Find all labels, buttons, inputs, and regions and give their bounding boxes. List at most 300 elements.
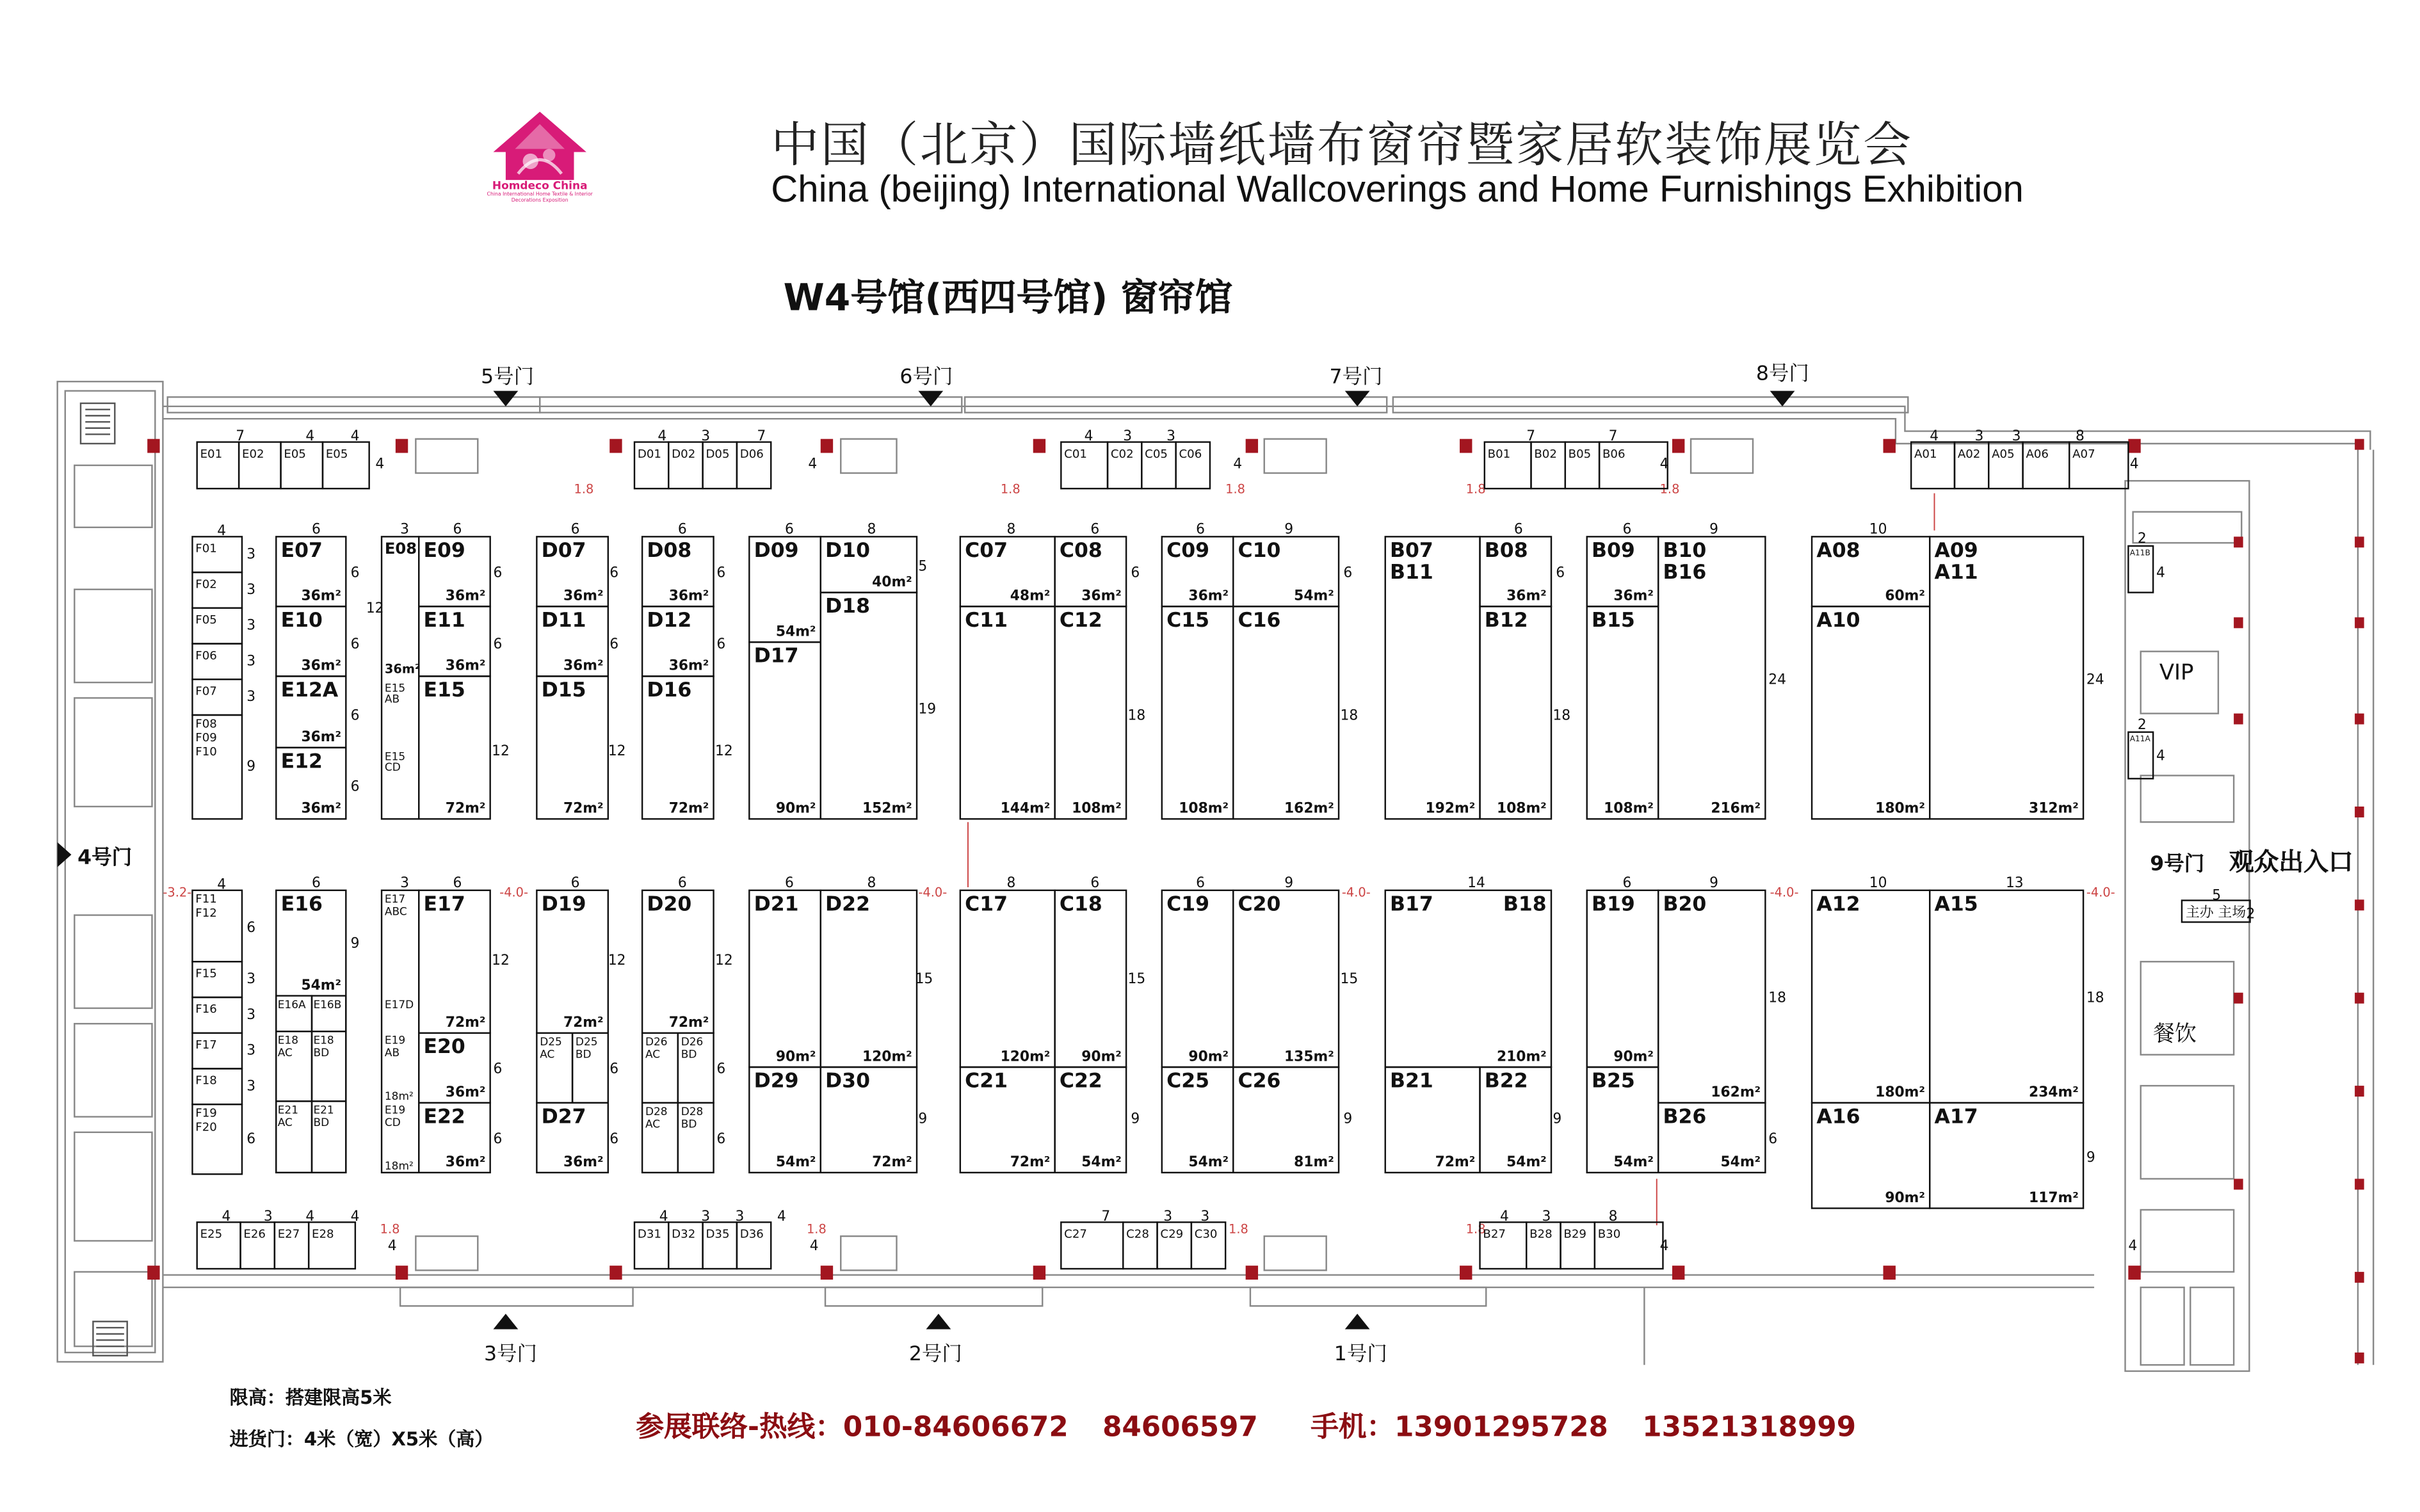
booth-label-a10: A10: [1816, 608, 1860, 632]
label-a11: A11: [1934, 560, 1978, 584]
label-b11: B11: [1390, 560, 1433, 584]
booth-label-b12: B12: [1484, 608, 1528, 632]
dimension-label-27: 6: [716, 565, 726, 581]
svg-text:-3.2-: -3.2-: [163, 885, 192, 900]
dimension-label-19: 6: [350, 778, 360, 795]
dimension-label-127: 4: [387, 1237, 397, 1254]
dimension-label-120: 4: [808, 456, 818, 472]
booth-area-e07: 36m²: [301, 588, 342, 604]
booth-label-c12: C12: [1059, 608, 1102, 632]
booth-label-d20: D20: [647, 892, 692, 916]
booth-area-b25: 54m²: [1613, 1154, 1654, 1171]
dimension-label-48: 3: [400, 874, 410, 891]
dimension-label-7: 8: [867, 521, 876, 538]
top-label-d01-0: D01: [637, 447, 661, 461]
dimension-label-78: 9: [1343, 1111, 1353, 1127]
dimension-label-113: 7: [1101, 1208, 1111, 1225]
label-f08: F08: [195, 717, 217, 731]
label-e21bd2: BD: [313, 1116, 330, 1129]
booth-label-d30: D30: [825, 1069, 870, 1093]
dimension-label-76: 9: [1131, 1111, 1140, 1127]
svg-text:1.8: 1.8: [1229, 1221, 1248, 1237]
dimension-label-31: 19: [918, 701, 937, 718]
top-label-c01-0: C01: [1064, 447, 1087, 461]
dimension-label-106: 3: [263, 1208, 273, 1225]
dimension-label-88: 3: [246, 1078, 256, 1095]
dimension-label-129: 4: [2156, 748, 2165, 764]
dimension-label-93: 4: [657, 428, 667, 445]
top-label-b06-3: B06: [1602, 447, 1625, 461]
dimension-label-46: 4: [217, 876, 227, 893]
dimension-label-37: 18: [1553, 707, 1571, 724]
booth-area-d08: 36m²: [668, 588, 709, 604]
svg-text:-4.0-: -4.0-: [918, 885, 948, 900]
dimension-label-100: 7: [1608, 428, 1618, 445]
svg-text:1.8: 1.8: [1465, 1221, 1486, 1237]
dimension-label-12: 6: [1513, 521, 1523, 538]
dimension-label-17: 6: [350, 636, 360, 652]
label-d28ac: D28: [645, 1105, 668, 1118]
label-b17: B17: [1390, 892, 1433, 916]
dimension-label-131: 2: [2137, 716, 2147, 733]
dimension-label-4: 6: [570, 521, 580, 538]
booth-area-b26: 54m²: [1720, 1154, 1761, 1171]
dimension-label-70: 12: [715, 953, 733, 969]
label-f06: F06: [195, 648, 217, 663]
label-d28bd2: BD: [681, 1117, 697, 1130]
hotline-2: 84606597: [1102, 1411, 1258, 1444]
booth-label-e12a: E12A: [280, 678, 339, 702]
booth-area-b19: 90m²: [1613, 1049, 1654, 1065]
dimension-label-122: 4: [1659, 456, 1669, 472]
booth-label-d19: D19: [541, 892, 586, 916]
booth-area-e20: 36m²: [445, 1084, 486, 1101]
booth-label-e07: E07: [280, 538, 323, 562]
booth-label-c18: C18: [1059, 892, 1102, 916]
booth-area-d15: 72m²: [563, 800, 604, 817]
label-e18ac2: AC: [277, 1046, 293, 1059]
dimension-label-34: 6: [1343, 565, 1353, 581]
dimension-label-29: 12: [715, 743, 733, 760]
booth-area-b21: 72m²: [1435, 1154, 1476, 1171]
booth-d17: [749, 642, 820, 819]
title-english: China (beijing) International Wallcoverings and Home Furnishings Exhibition: [771, 169, 2024, 211]
booth-c15: [1162, 606, 1233, 819]
dimension-label-51: 6: [677, 874, 687, 891]
bottom-label-c30-3: C30: [1194, 1227, 1218, 1241]
booth-a12: [1812, 890, 1930, 1103]
dimension-label-60: 9: [1709, 874, 1719, 891]
top-label-a01-0: A01: [1914, 447, 1937, 461]
dimension-label-11: 9: [1284, 521, 1294, 538]
booth-label-c25: C25: [1166, 1069, 1210, 1093]
dimension-label-89: 6: [246, 1130, 256, 1147]
dimension-label-97: 3: [1123, 428, 1133, 445]
dimension-label-38: 24: [1768, 672, 1786, 688]
label-f01: F01: [195, 542, 217, 556]
label-e18ac: E18: [277, 1033, 299, 1047]
bottom-label-c27-0: C27: [1064, 1227, 1087, 1241]
dimension-label-18: 6: [350, 707, 360, 724]
booth-label-e15: E15: [423, 678, 465, 702]
dimension-label-77: 15: [1340, 971, 1359, 988]
dimension-label-5: 6: [677, 521, 687, 538]
label-e16b: E16B: [313, 997, 342, 1011]
dimension-label-3: 6: [453, 521, 462, 538]
dimension-label-92: 4: [350, 428, 360, 445]
bottom-label-d31-0: D31: [637, 1227, 661, 1241]
dimension-label-71: 6: [716, 1061, 726, 1077]
booth-area-d18: 152m²: [862, 800, 912, 817]
top-label-a07-4: A07: [2072, 447, 2095, 461]
dimension-label-125: 4: [1659, 1237, 1669, 1254]
booth-label-b20: B20: [1663, 892, 1707, 916]
label-d28bd: D28: [681, 1105, 704, 1118]
dimension-label-67: 12: [608, 953, 626, 969]
booth-label-a16: A16: [1816, 1105, 1860, 1129]
dimension-label-116: 4: [1500, 1208, 1509, 1225]
dimension-label-114: 3: [1163, 1208, 1173, 1225]
dimension-label-126: 4: [809, 1237, 819, 1254]
dimension-label-128: 4: [2156, 565, 2165, 581]
label-d25ac: D25: [540, 1035, 562, 1049]
dimension-label-2: 3: [400, 521, 410, 538]
dimension-label-84: 6: [246, 920, 256, 937]
gate-8-label: 8号门: [1755, 362, 1809, 387]
booth-area-a15: 234m²: [2029, 1084, 2079, 1101]
label-e16: E16: [280, 892, 323, 916]
area-b18: 210m²: [1496, 1049, 1547, 1065]
dimension-label-98: 3: [1166, 428, 1175, 445]
gate-6-marker: [918, 391, 943, 406]
booth-area-b20: 162m²: [1711, 1084, 1761, 1101]
booth-label-b25: B25: [1591, 1069, 1635, 1093]
booth-area-c15: 108m²: [1179, 800, 1229, 817]
dimension-label-52: 6: [785, 874, 794, 891]
svg-text:-4.0-: -4.0-: [1341, 885, 1371, 900]
dimension-label-121: 4: [1233, 456, 1243, 472]
top-label-d06-3: D06: [739, 447, 764, 461]
label-f18: F18: [195, 1074, 217, 1088]
booth-label-e20: E20: [423, 1035, 465, 1059]
booth-e08-e15: [382, 536, 419, 819]
bottom-label-e26-1: E26: [243, 1227, 266, 1241]
booth-area-d27: 36m²: [563, 1154, 604, 1171]
booth-area-b15: 108m²: [1604, 800, 1654, 817]
dimension-label-21: 6: [493, 565, 503, 581]
booth-label-b21: B21: [1390, 1069, 1433, 1093]
booth-label-c26: C26: [1238, 1069, 1281, 1093]
dimension-label-79: 9: [1553, 1111, 1562, 1127]
booth-d22: [821, 890, 917, 1067]
bottom-label-e25-0: E25: [200, 1227, 223, 1241]
booth-b20: [1658, 890, 1765, 1103]
dimension-label-107: 4: [305, 1208, 315, 1225]
svg-text:1.8: 1.8: [1225, 481, 1245, 497]
booth-label-b09: B09: [1591, 538, 1635, 562]
gate-2-marker: [926, 1314, 951, 1329]
gate-6-label: 6号门: [899, 366, 953, 390]
dimension-label-42: 3: [246, 617, 256, 634]
booth-area-d16: 72m²: [668, 800, 709, 817]
booth-label-d22: D22: [825, 892, 870, 916]
dimension-label-81: 6: [1768, 1130, 1778, 1147]
booth-area-a17: 117m²: [2029, 1189, 2079, 1206]
bottom-label-b30-3: B30: [1597, 1227, 1621, 1241]
label-b07: B07: [1390, 538, 1433, 562]
bottom-label-b29-2: B29: [1563, 1227, 1586, 1241]
contact-line: [636, 1405, 1890, 1445]
dimension-label-108: 4: [350, 1208, 360, 1225]
booth-area-e22: 36m²: [445, 1154, 486, 1171]
booth-label-d15: D15: [541, 678, 586, 702]
booth-label-a17: A17: [1934, 1105, 1978, 1129]
booth-area-d11: 36m²: [563, 657, 604, 674]
host-booth: 主办 主场: [2181, 899, 2251, 922]
svg-text:1.8: 1.8: [1000, 481, 1020, 497]
dimension-label-20: 12: [366, 600, 384, 617]
top-label-a02-1: A02: [1957, 447, 1981, 461]
dimension-label-123: 4: [2129, 456, 2139, 472]
booth-label-c16: C16: [1238, 608, 1281, 632]
booth-label-d18: D18: [825, 595, 870, 618]
booth-label-e11: E11: [423, 608, 465, 632]
booth-area-d10: 40m²: [872, 574, 912, 590]
booth-b19: [1587, 890, 1658, 1067]
booth-label-d07: D07: [541, 538, 586, 562]
cargo-door-note: 进货门：4米（宽）X5米（高）: [229, 1428, 494, 1451]
dimension-label-69: 6: [609, 1130, 619, 1147]
label-e19ab: E19: [384, 1033, 406, 1047]
dimension-label-63: 9: [350, 935, 360, 952]
dimension-label-117: 3: [1542, 1208, 1551, 1225]
booth-label-b22: B22: [1484, 1069, 1528, 1093]
dimension-label-16: 6: [350, 565, 360, 581]
label-e21ac: E21: [277, 1103, 299, 1116]
booth-c17: [960, 890, 1055, 1067]
dimension-label-103: 3: [2012, 428, 2021, 445]
area-b11: 192m²: [1425, 800, 1476, 817]
vip-room-label: VIP: [2159, 661, 2194, 686]
top-label-e02-1: E02: [241, 447, 264, 461]
booth-area-c17: 120m²: [1000, 1049, 1051, 1065]
booth-label-d12: D12: [647, 608, 692, 632]
label-e17abc: E17: [384, 892, 406, 906]
logo-name: Homdeco China: [492, 180, 588, 193]
label-e15-ab: E15: [384, 681, 406, 695]
dimension-label-83: 9: [2086, 1149, 2095, 1166]
area-e08: 36m²: [384, 661, 421, 677]
svg-text:-4.0-: -4.0-: [1770, 885, 1799, 900]
booth-label-b19: B19: [1591, 892, 1635, 916]
label-d25ac2: AC: [540, 1047, 555, 1061]
top-label-c02-1: C02: [1110, 447, 1134, 461]
booth-area-c22: 54m²: [1081, 1154, 1122, 1171]
dimension-label-105: 4: [222, 1208, 231, 1225]
booth-area-d30: 72m²: [872, 1154, 912, 1171]
bottom-label-e28-3: E28: [312, 1227, 334, 1241]
booth-area-d12: 36m²: [668, 657, 709, 674]
booth-area-d19: 72m²: [563, 1015, 604, 1031]
booth-area-e12a: 36m²: [301, 729, 342, 746]
dimension-label-39: 24: [2086, 672, 2104, 688]
booth-label-c11: C11: [965, 608, 1008, 632]
booth-area-c26: 81m²: [1294, 1154, 1334, 1171]
booth-area-c10: 54m²: [1294, 588, 1334, 604]
dimension-label-35: 18: [1340, 707, 1359, 724]
label-e18bd: E18: [313, 1033, 334, 1047]
dimension-label-99: 7: [1526, 428, 1536, 445]
svg-text:-4.0-: -4.0-: [2086, 885, 2115, 900]
dimension-label-26: 12: [608, 743, 626, 760]
dimension-label-53: 8: [867, 874, 876, 891]
dimension-label-101: 4: [1930, 428, 1939, 445]
svg-text:1.8: 1.8: [574, 481, 594, 497]
booth-area-c09: 36m²: [1188, 588, 1229, 604]
dimension-label-68: 6: [609, 1061, 619, 1077]
label-f19: F19: [195, 1106, 217, 1120]
booth-b12: [1480, 606, 1551, 819]
booth-area-c07: 48m²: [1010, 588, 1051, 604]
logo-subtitle: China International Home Textile & Interior Decorations Exposition: [487, 191, 593, 203]
dimension-label-8: 8: [1006, 521, 1016, 538]
gate-7-label: 7号门: [1329, 366, 1383, 390]
booth-b15: [1587, 606, 1658, 819]
booth-label-b15: B15: [1591, 608, 1635, 632]
dimension-label-0: 4: [217, 522, 227, 539]
label-a11a: A11A: [2129, 734, 2150, 744]
booth-area-d29: 54m²: [775, 1154, 816, 1171]
dimension-label-59: 6: [1622, 874, 1632, 891]
dimension-label-47: 6: [312, 874, 321, 891]
booth-area-b12: 108m²: [1496, 800, 1547, 817]
bottom-label-d36-3: D36: [739, 1227, 764, 1241]
booth-d18: [821, 593, 917, 819]
svg-text:1.8: 1.8: [380, 1221, 400, 1237]
bottom-label-c29-2: C29: [1160, 1227, 1184, 1241]
dimension-label-72: 6: [716, 1130, 726, 1147]
booth-label-a08: A08: [1816, 538, 1860, 562]
dimension-label-45: 9: [246, 759, 256, 775]
booth-area-c12: 108m²: [1072, 800, 1122, 817]
dimension-label-124: 4: [2128, 1237, 2138, 1254]
top-label-d02-1: D02: [672, 447, 696, 461]
svg-text:1.8: 1.8: [1659, 481, 1680, 497]
dimension-label-9: 6: [1090, 521, 1100, 538]
gate-4-label: 4号门: [77, 846, 133, 871]
gate-3-label: 3号门: [483, 1343, 538, 1367]
booth-area-d20: 72m²: [668, 1015, 709, 1031]
booth-b17-b18: [1385, 890, 1551, 1067]
dimension-label-15: 10: [1869, 521, 1887, 538]
gate-3-marker: [494, 1314, 519, 1329]
gate-7-marker: [1345, 391, 1370, 406]
booth-label-c17: C17: [965, 892, 1008, 916]
dimension-label-40: 3: [246, 546, 256, 563]
label-d25bd2: BD: [575, 1047, 592, 1061]
dimension-label-102: 3: [1974, 428, 1984, 445]
dimension-label-119: 4: [375, 456, 385, 472]
booth-label-c08: C08: [1059, 538, 1102, 562]
dimension-label-25: 6: [609, 636, 619, 652]
dimension-label-22: 6: [493, 636, 503, 652]
booth-area-a16: 90m²: [1885, 1189, 1925, 1206]
dimension-label-28: 6: [716, 636, 726, 652]
dimension-label-41: 3: [246, 582, 256, 599]
label-f17: F17: [195, 1038, 217, 1052]
area-e19cd: 18m²: [384, 1159, 414, 1172]
booth-label-c22: C22: [1059, 1069, 1102, 1093]
booth-area-b22: 54m²: [1506, 1154, 1547, 1171]
dimension-label-33: 18: [1127, 707, 1146, 724]
area-e16: 54m²: [301, 977, 342, 993]
booth-a10: [1812, 606, 1930, 819]
gate-8-marker: [1770, 391, 1795, 406]
dimension-label-111: 3: [735, 1208, 745, 1225]
area-e19ab: 18m²: [384, 1089, 414, 1102]
svg-text:-4.0-: -4.0-: [499, 885, 529, 900]
top-label-a05-2: A05: [1992, 447, 2015, 461]
bottom-label-d32-1: D32: [672, 1227, 696, 1241]
top-label-b05-2: B05: [1568, 447, 1592, 461]
dimension-label-58: 14: [1467, 874, 1485, 891]
label-e08: E08: [384, 540, 417, 558]
mobile-2: 13521318999: [1642, 1411, 1857, 1444]
dimension-label-80: 18: [1768, 990, 1786, 1006]
dimension-label-32: 6: [1131, 565, 1140, 581]
booth-label-c10: C10: [1238, 538, 1281, 562]
mobile: 手机：13901295728: [1311, 1411, 1608, 1444]
label-e17d: E17D: [384, 997, 414, 1011]
label-f12: F12: [195, 906, 217, 920]
dimension-label-73: 15: [915, 971, 933, 988]
dimension-label-6: 6: [785, 521, 794, 538]
label-f20: F20: [195, 1120, 217, 1134]
dimension-label-64: 12: [492, 953, 510, 969]
svg-text:1.8: 1.8: [806, 1221, 827, 1237]
dimension-label-44: 3: [246, 689, 256, 705]
dimension-label-57: 9: [1284, 874, 1294, 891]
top-label-e05-3: E05: [325, 447, 348, 461]
bottom-label-e27-2: E27: [277, 1227, 300, 1241]
booth-label-d08: D08: [647, 538, 692, 562]
area-b16: 216m²: [1711, 800, 1761, 817]
dimension-label-36: 6: [1556, 565, 1565, 581]
booth-area-c08: 36m²: [1081, 588, 1122, 604]
dimension-label-109: 4: [659, 1208, 668, 1225]
label-e19cd: E19: [384, 1103, 406, 1116]
dimension-label-24: 6: [609, 565, 619, 581]
dimension-label-87: 3: [246, 1042, 256, 1059]
gate-5-marker: [494, 391, 519, 406]
dimension-label-118: 8: [1608, 1208, 1618, 1225]
booth-c11: [960, 606, 1055, 819]
dimension-label-133: 2: [2246, 906, 2255, 922]
top-label-d05-2: D05: [706, 447, 730, 461]
dimension-label-1: 6: [312, 521, 321, 538]
label-e19ab2: AB: [384, 1046, 400, 1059]
label-b18: B18: [1503, 892, 1547, 916]
booth-label-b26: B26: [1663, 1105, 1707, 1129]
label-b10: B10: [1663, 538, 1707, 562]
booth-area-d21: 90m²: [775, 1049, 816, 1065]
booth-area-d17: 90m²: [775, 800, 816, 817]
label-e16a: E16A: [277, 997, 306, 1011]
booth-area-c20: 135m²: [1284, 1049, 1334, 1065]
booth-c19: [1162, 890, 1233, 1067]
label-f09: F09: [195, 731, 217, 745]
area-a11: 312m²: [2029, 800, 2079, 817]
